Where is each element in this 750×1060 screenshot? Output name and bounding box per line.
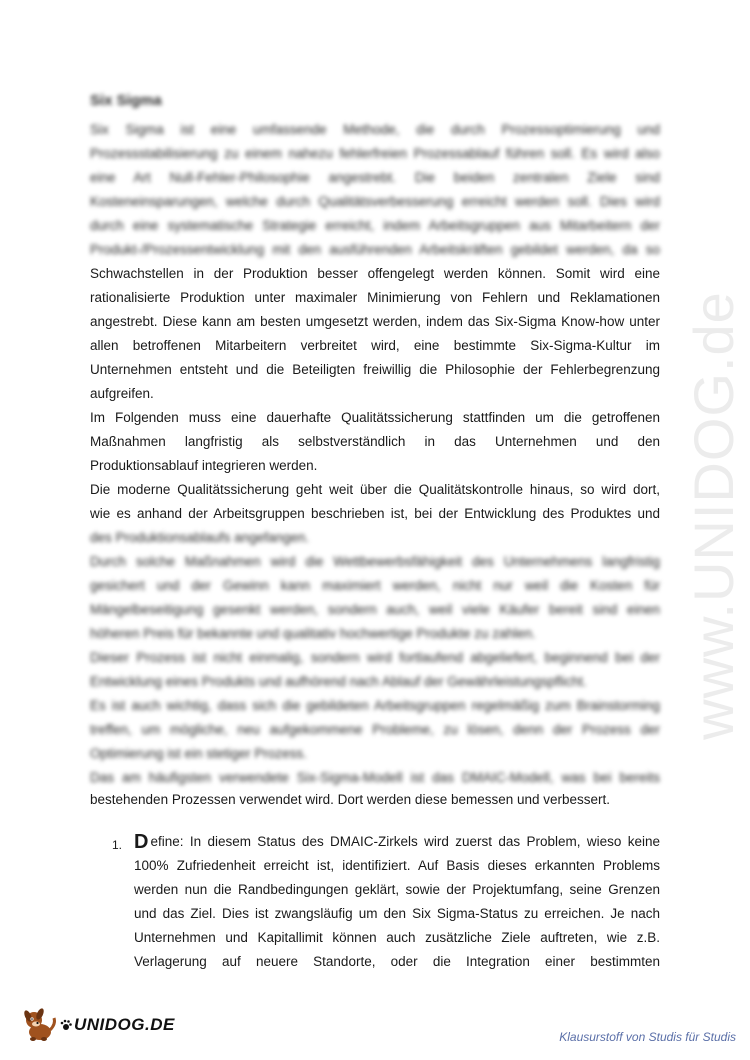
list-number: 1.	[112, 838, 123, 852]
text-line: Dieser Prozess ist nicht einmalig, sondern wird fortlaufend abgeliefert, beginnend bei der	[90, 650, 660, 665]
text-line: Prozessstabilisierung zu einem nahezu fehlerfreien Prozessablauf führen soll. Es wird also	[90, 146, 660, 161]
text-line: Im Folgenden muss eine dauerhafte Qualitätssicherung stattfinden um die getroffenen	[90, 410, 660, 425]
text-line: gesichert und der Gewinn kann maximiert werden, nicht nur weil die Kosten für	[90, 578, 660, 593]
text-line: Entwicklung eines Produkts und aufhörend nach Ablauf der Gewährleistungspflicht.	[90, 674, 587, 689]
dropcap-letter: D	[134, 831, 149, 853]
text-line: Verlagerung auf neuere Standorte, oder die Integration einer bestimmten	[134, 954, 660, 969]
text-line: aufgreifen.	[90, 386, 154, 401]
paw-icon	[60, 1019, 72, 1031]
text-line: wie es anhand der Arbeitsgruppen beschrieben ist, bei der Entwicklung des Produktes und	[90, 506, 660, 521]
watermark	[668, 280, 750, 750]
document-title: Six Sigma	[90, 92, 162, 109]
text-line: Produkt-/Prozessentwicklung mit den ausführenden Arbeitskräften gebildet werden, da so	[90, 242, 660, 257]
text-line: Das am häufigsten verwendete Six-Sigma-Modell ist das DMAIC-Modell, was bei bereits	[90, 770, 660, 785]
text-line: bestehenden Prozessen verwendet wird. Dort werden diese bemessen und verbessert.	[90, 792, 611, 807]
text-line: Produktionsablauf integrieren werden.	[90, 458, 318, 473]
text-line: eine Art Null-Fehler-Philosophie angestrebt. Die beiden zentralen Ziele sind	[90, 170, 660, 185]
text-line: höheren Preis für bekannte und qualitativ hochwertige Produkte zu zahlen.	[90, 626, 536, 641]
text-line: Durch solche Maßnahmen wird die Wettbewerbsfähigkeit des Unternehmens langfristig	[90, 554, 660, 569]
middle-blurred-block	[90, 526, 660, 790]
intro-blurred-block	[90, 118, 660, 262]
footer-tagline: Klausurstoff von Studis für Studis	[559, 1030, 736, 1044]
intro-clear-block	[90, 262, 660, 526]
logo-text: UNIDOG.DE	[74, 1015, 175, 1034]
dog-mascot-icon	[20, 1006, 58, 1044]
list-item-define	[134, 830, 660, 974]
text-line: werden nun die Randbedingungen geklärt, sowie der Projektumfang, seine Grenzen	[134, 882, 660, 897]
watermark-text: www.UNIDOG.de	[681, 290, 745, 740]
text-line: allen betroffenen Mitarbeitern verbreitet wird, eine bestimmte Six-Sigma-Kultur im	[90, 338, 660, 353]
text-line: Die moderne Qualitätssicherung geht weit über die Qualitätskontrolle hinaus, so wird dort,	[90, 482, 660, 497]
list-first-line-text: efine: In diesem Status des DMAIC-Zirkels wird zuerst das Problem, wieso keine	[150, 834, 660, 849]
text-line: des Produktionsablaufs angefangen.	[90, 530, 310, 545]
text-line: Mängelbeseitigung gesenkt werden, sondern auch, weil viele Käufer bereit sind einen	[90, 602, 660, 617]
text-line: rationalisierte Produktion unter maximaler Minimierung von Fehlern und Reklamationen	[90, 290, 660, 305]
text-line: Maßnahmen langfristig als selbstverständlich in das Unternehmen und den	[90, 434, 660, 449]
text-line: durch eine systematische Strategie erreicht, indem Arbeitsgruppen aus Mitarbeitern der	[90, 218, 660, 233]
text-line: 100% Zufriedenheit erreicht ist, identifiziert. Auf Basis dieses erkannten Problems	[134, 858, 660, 873]
text-line: Es ist auch wichtig, dass sich die gebildeten Arbeitsgruppen regelmäßig zum Brainstorming	[90, 698, 660, 713]
text-line: Six Sigma ist eine umfassende Methode, die durch Prozessoptimierung und	[90, 122, 660, 137]
last-partial-line	[90, 788, 660, 812]
text-line: Unternehmen entsteht und die Beteiligten freiwillig die Philosophie der Fehlerbegrenzung	[90, 362, 660, 377]
text-line: angestrebt. Diese kann am besten umgesetzt werden, indem das Six-Sigma Know-how unter	[90, 314, 660, 329]
text-line: Unternehmen und Kapitallimit können auch zusätzliche Ziele auftreten, wie z.B.	[134, 930, 660, 945]
text-line: und das Ziel. Dies ist zwangsläufig um den Six Sigma-Status zu erreichen. Je nach	[134, 906, 660, 921]
unidog-logo	[20, 1006, 175, 1044]
text-line: Optimierung ist ein stetiger Prozess.	[90, 746, 307, 761]
text-line: Schwachstellen in der Produktion besser offengelegt werden können. Somit wird eine	[90, 266, 660, 281]
text-line: treffen, um mögliche, neu aufgekommene Probleme, zu lösen, denn der Prozess der	[90, 722, 660, 737]
list-first-line	[134, 830, 660, 854]
text-line: Kosteneinsparungen, welche durch Qualitätsverbesserung erreicht werden soll. Dies wird	[90, 194, 660, 209]
